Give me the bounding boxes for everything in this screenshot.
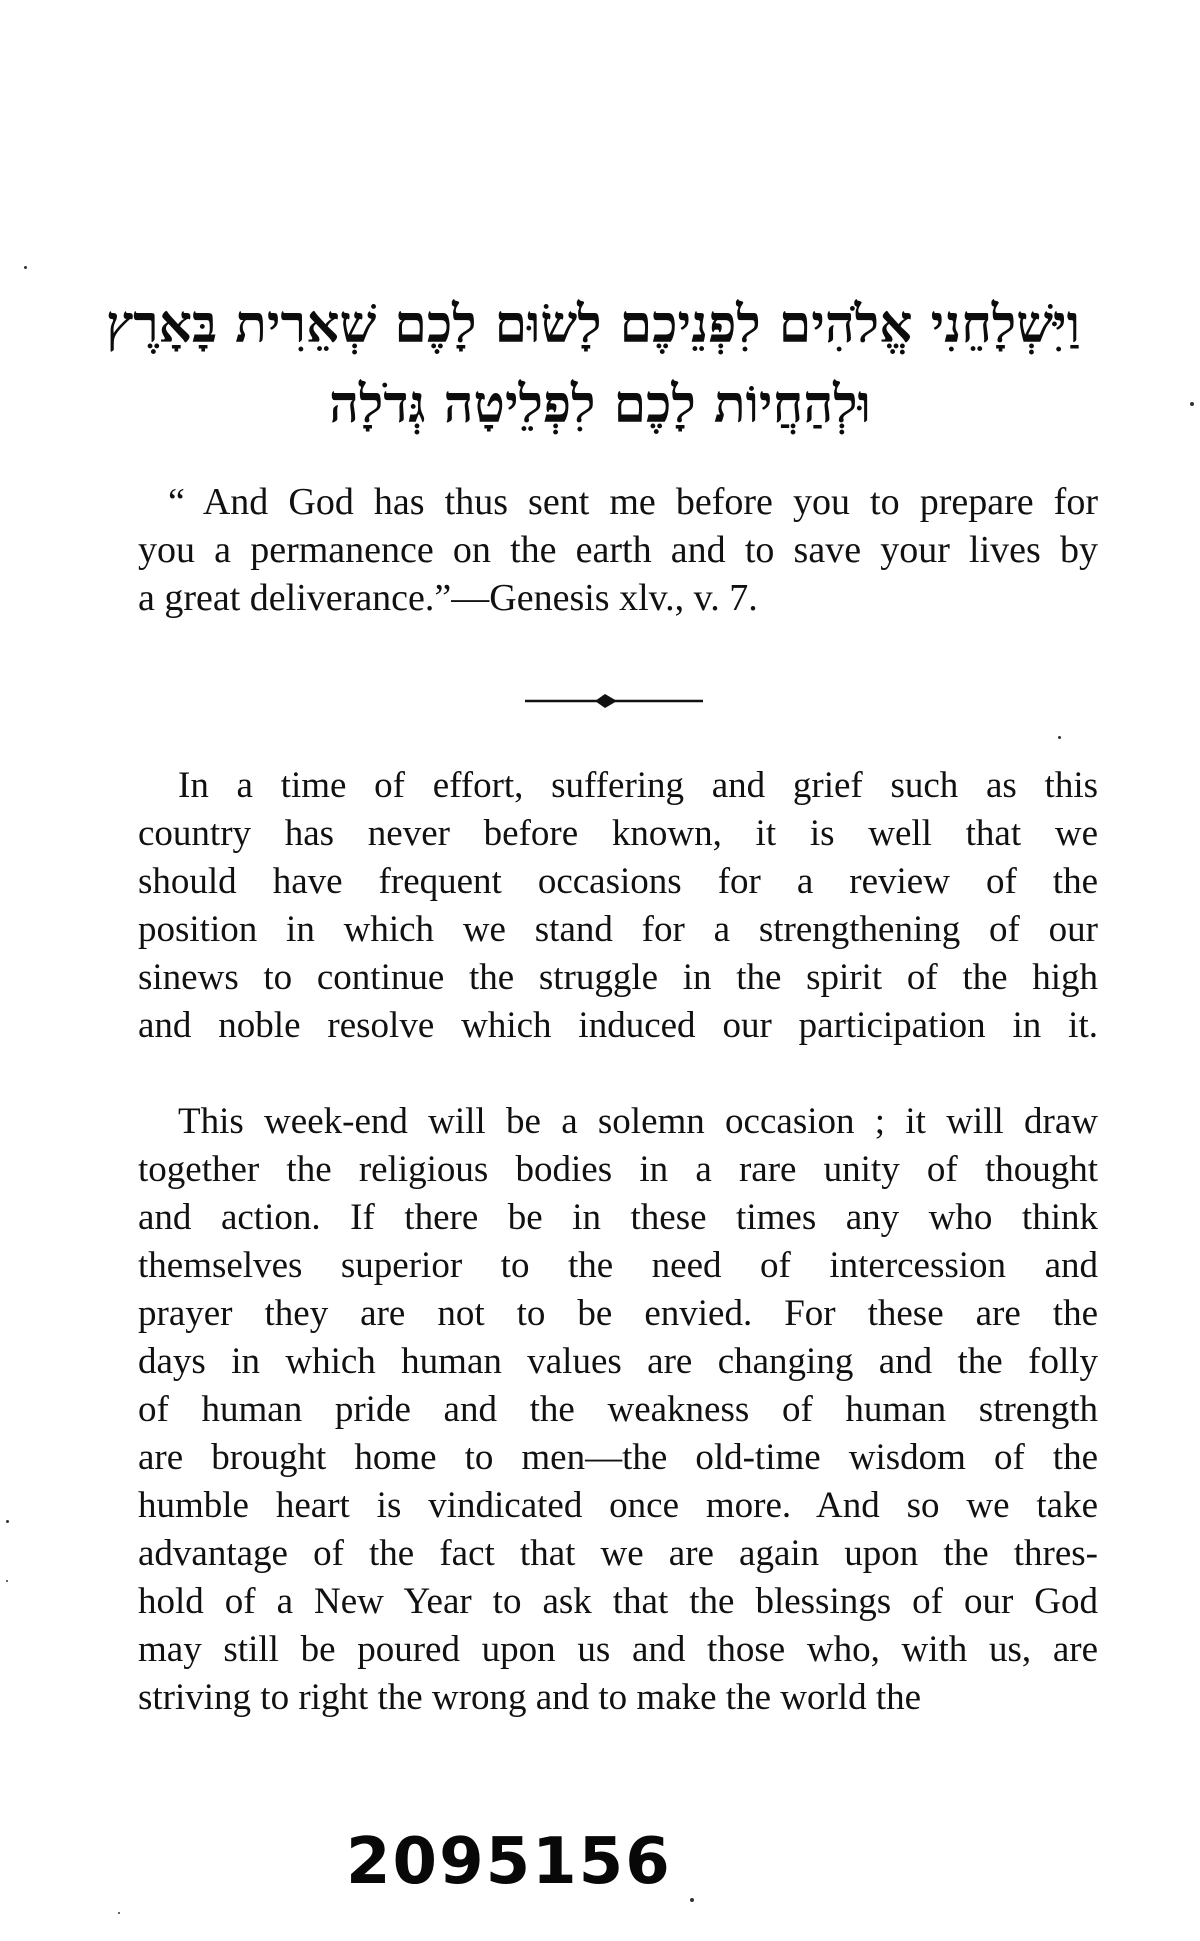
paragraph-2 xyxy=(138,1098,1098,1722)
english-quote xyxy=(138,478,1098,622)
quote-line: “ And God has thus sent me before you to prepare for xyxy=(168,481,1098,523)
quote-line: a great deliverance.”—Genesis xlv., v. 7. xyxy=(138,577,758,619)
paragraph-line: days in which human values are changing and the folly xyxy=(138,1341,1098,1382)
scan-speck xyxy=(6,1580,8,1582)
paragraph-line: hold of a New Year to ask that the blessings of our God xyxy=(138,1581,1098,1622)
paragraph-line: position in which we stand for a strengthening of our xyxy=(138,909,1098,950)
paragraph-line: country has never before known, it is well that we xyxy=(138,813,1098,854)
paragraph-line: themselves superior to the need of intercession and xyxy=(138,1245,1098,1286)
paragraph-line: together the religious bodies in a rare unity of thought xyxy=(138,1149,1098,1190)
quote-line: you a permanence on the earth and to save your lives by xyxy=(138,529,1098,571)
paragraph-line: advantage of the fact that we are again upon the thres- xyxy=(138,1533,1098,1574)
scan-speck xyxy=(1190,402,1194,406)
accession-stamp-number: 2095156 xyxy=(346,1825,672,1899)
paragraph-line: and noble resolve which induced our participation in it. xyxy=(138,1005,1098,1046)
paragraph-line: sinews to continue the struggle in the spirit of the high xyxy=(138,957,1098,998)
paragraph-line: prayer they are not to be envied. For these are the xyxy=(138,1293,1098,1334)
scan-speck xyxy=(1058,736,1061,739)
scan-speck xyxy=(24,266,27,269)
paragraph-line: of human pride and the weakness of human strength xyxy=(138,1389,1098,1430)
paragraph-line: humble heart is vindicated once more. And so we take xyxy=(138,1485,1098,1526)
paragraph-line: striving to right the wrong and to make the world the xyxy=(138,1677,922,1718)
ornamental-divider xyxy=(525,688,703,714)
scan-speck xyxy=(118,1912,120,1914)
hebrew-verse-line-2: וּלְהַחֲיוֹת לָכֶם לִפְלֵיטָה גְּדֹלָה xyxy=(329,374,871,435)
paragraph-line: This week-end will be a solemn occasion ; it will draw xyxy=(178,1101,1098,1142)
scan-speck xyxy=(690,1898,694,1902)
paragraph-line: and action. If there be in these times any who think xyxy=(138,1197,1098,1238)
paragraph-line: should have frequent occasions for a review of the xyxy=(138,861,1098,902)
paragraph-line: may still be poured upon us and those who, with us, are xyxy=(138,1629,1098,1670)
paragraph-1 xyxy=(138,762,1098,1050)
paragraph-line: In a time of effort, suffering and grief such as this xyxy=(178,765,1098,806)
paragraph-line: are brought home to men—the old-time wisdom of the xyxy=(138,1437,1098,1478)
hebrew-verse-line-1: וַיִּשְׁלָחֵנִי אֱלֹהִים לִפְנֵיכֶם לָשׂוּם לָכֶם שְׁאֵרִית בָּאָרֶץ xyxy=(105,294,1080,355)
scan-speck xyxy=(6,1520,9,1523)
